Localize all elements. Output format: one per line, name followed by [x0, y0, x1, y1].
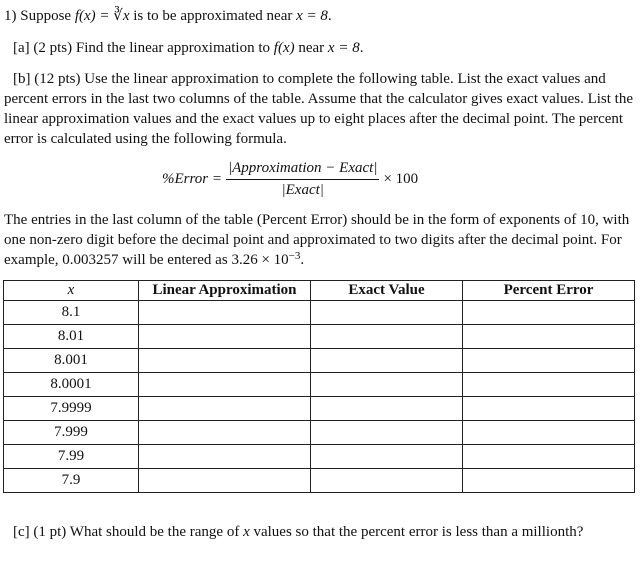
- exact-value-cell[interactable]: [311, 421, 463, 445]
- exact-value-cell[interactable]: [311, 397, 463, 421]
- linear-approx-cell[interactable]: [139, 325, 311, 349]
- q1-function: f(x) = ∛x: [74, 8, 130, 24]
- formula-fraction: [226, 159, 379, 200]
- linear-approx-cell[interactable]: [139, 445, 311, 469]
- approximation-table-wrapper: [3, 280, 635, 493]
- x-value-cell: 8.01: [4, 325, 139, 349]
- linear-approx-cell[interactable]: [139, 373, 311, 397]
- percent-error-instructions: [4, 210, 636, 270]
- exact-value-cell[interactable]: [311, 373, 463, 397]
- linear-approx-cell[interactable]: [139, 397, 311, 421]
- linear-approx-cell[interactable]: [139, 349, 311, 373]
- percent-error-formula: [162, 158, 418, 200]
- linear-approx-cell[interactable]: [139, 469, 311, 493]
- instructions-exponent: −3: [288, 250, 301, 262]
- q1-suffix: .: [327, 8, 332, 24]
- table-row: [4, 301, 635, 325]
- header-x: x: [4, 281, 139, 301]
- x-value-cell: 8.1: [4, 301, 139, 325]
- percent-error-cell[interactable]: [463, 325, 635, 349]
- table-row: [4, 349, 635, 373]
- question-1: [4, 7, 636, 26]
- header-linear-approximation: Linear Approximation: [139, 281, 311, 301]
- exact-value-cell[interactable]: [311, 325, 463, 349]
- qa-point: x = 8: [327, 40, 360, 56]
- table-row: [4, 421, 635, 445]
- instructions-example: 3.26 × 10: [231, 252, 289, 268]
- question-c: [13, 523, 642, 542]
- formula-lhs: %Error =: [162, 170, 222, 187]
- question-b: [b] (12 pts) Use the linear approximation to complete the following table. List the exact values and percent errors in the last two columns of the table. Assume that the calculator gives exact values. List the linear approximation values and the exact values up to eight places after the decimal point. The percent error is calculated using the following formula.: [4, 71, 633, 147]
- percent-error-cell[interactable]: [463, 469, 635, 493]
- exact-value-cell[interactable]: [311, 445, 463, 469]
- header-percent-error: Percent Error: [463, 281, 635, 301]
- percent-error-cell[interactable]: [463, 349, 635, 373]
- question-a: [13, 39, 642, 58]
- qc-variable: x: [243, 524, 250, 540]
- table-header-row: [4, 281, 635, 301]
- percent-error-cell[interactable]: [463, 445, 635, 469]
- exact-value-cell[interactable]: [311, 349, 463, 373]
- table-row: [4, 373, 635, 397]
- q1-prefix: 1) Suppose: [4, 8, 75, 24]
- approximation-table: [3, 280, 635, 493]
- q1-point: x = 8: [296, 8, 328, 24]
- percent-error-cell[interactable]: [463, 301, 635, 325]
- x-value-cell: 7.999: [4, 421, 139, 445]
- x-value-cell: 7.9999: [4, 397, 139, 421]
- percent-error-cell[interactable]: [463, 373, 635, 397]
- qa-suffix: .: [359, 40, 364, 56]
- formula-denominator: |Exact|: [281, 181, 324, 198]
- formula-numerator: |Approximation − Exact|: [226, 159, 379, 180]
- table-row: [4, 325, 635, 349]
- exact-value-cell[interactable]: [311, 469, 463, 493]
- x-value-cell: 7.99: [4, 445, 139, 469]
- header-exact-value: Exact Value: [311, 281, 463, 301]
- linear-approx-cell[interactable]: [139, 421, 311, 445]
- table-row: [4, 397, 635, 421]
- percent-error-cell[interactable]: [463, 397, 635, 421]
- q1-middle: is to be approximated near: [129, 8, 297, 24]
- qa-middle: near: [294, 40, 328, 56]
- table-row: [4, 445, 635, 469]
- instructions-text: The entries in the last column of the table (Percent Error) should be in the form of exponents of 10, with one non-zero digit before the decimal point and approximated to two digits after the decimal point. For example, 0.003257 will be entered as: [4, 212, 630, 268]
- x-value-cell: 8.001: [4, 349, 139, 373]
- percent-error-cell[interactable]: [463, 421, 635, 445]
- qa-label: [a] (2 pts) Find the linear approximation to: [13, 40, 274, 56]
- qa-function: f(x): [273, 40, 295, 56]
- formula-times: × 100: [383, 170, 419, 187]
- linear-approx-cell[interactable]: [139, 301, 311, 325]
- exact-value-cell[interactable]: [311, 301, 463, 325]
- table-row: [4, 469, 635, 493]
- qc-suffix: values so that the percent error is less than a millionth?: [249, 524, 584, 540]
- x-value-cell: 7.9: [4, 469, 139, 493]
- x-value-cell: 8.0001: [4, 373, 139, 397]
- instructions-end: .: [300, 252, 305, 268]
- qc-prefix: [c] (1 pt) What should be the range of: [13, 524, 244, 540]
